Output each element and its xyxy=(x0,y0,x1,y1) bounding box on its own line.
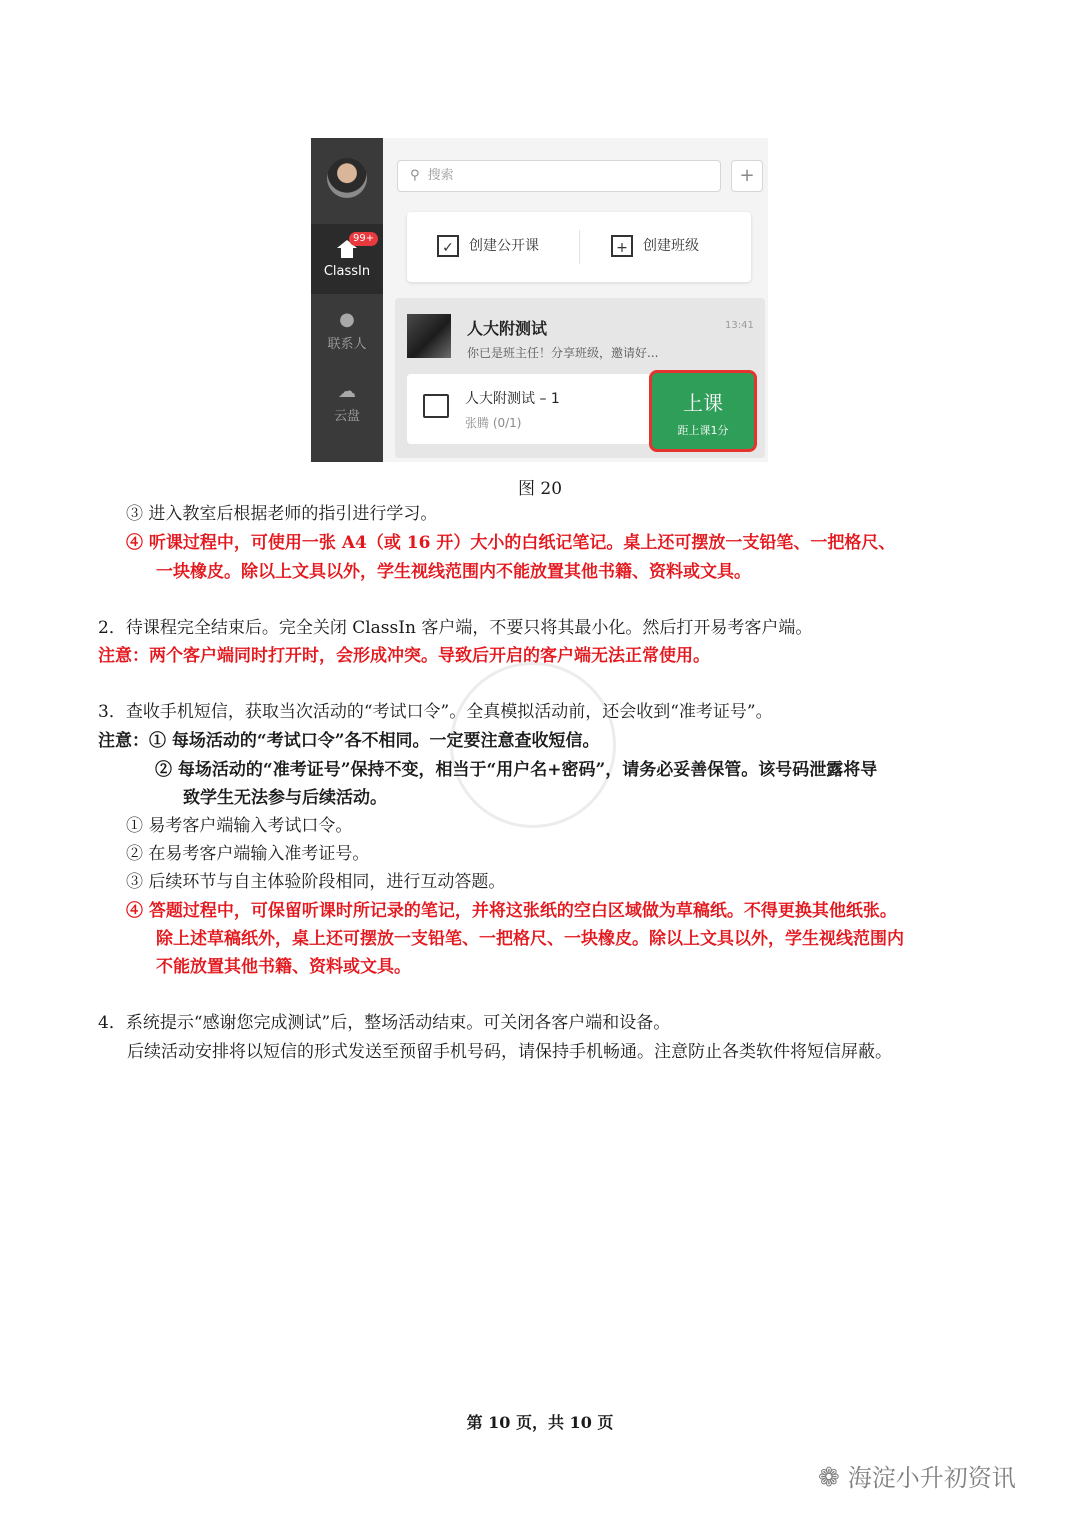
checkbox-icon: ✓ xyxy=(437,235,459,257)
paragraph-3-note-1: 注意：① 每场活动的“考试口令”各不相同。一定要注意查收短信。 xyxy=(98,731,600,751)
wechat-account-name: 海淀小升初资讯 xyxy=(847,1464,1016,1492)
wechat-account-label xyxy=(818,1458,1016,1493)
paragraph-2-note: 注意：两个客户端同时打开时，会形成冲突。导致后开启的客户端无法正常使用。 xyxy=(98,646,710,666)
paragraph-3: 3．查收手机短信，获取当次活动的“考试口令”。全真模拟活动前，还会收到“准考证号”。 xyxy=(98,702,773,722)
lesson-title: 人大附测试 – 1 xyxy=(465,391,560,407)
group-time: 13:41 xyxy=(725,320,754,331)
plus-box-icon: + xyxy=(611,235,633,257)
create-open-class-label: 创建公开课 xyxy=(469,238,539,254)
create-class-label: 创建班级 xyxy=(643,238,699,254)
teacher-board-icon xyxy=(423,394,449,418)
sub-step-2: ② 在易考客户端输入准考证号。 xyxy=(126,844,370,864)
classin-screenshot xyxy=(311,138,768,462)
lesson-teacher: 张腾 (0/1) xyxy=(465,416,522,430)
paragraph-4-line-2: 后续活动安排将以短信的形式发送至预留手机号码，请保持手机畅通。注意防止各类软件将短信屏蔽。 xyxy=(127,1042,892,1062)
step-4-line-1: ④ 听课过程中，可使用一张 A4（或 16 开）大小的白纸记笔记。桌上还可摆放一支铅笔、一把格尺、 xyxy=(126,533,896,553)
cloud-icon: ☁ xyxy=(338,381,356,402)
sub-step-1: ① 易考客户端输入考试口令。 xyxy=(126,816,353,836)
sidebar-item-label: 云盘 xyxy=(333,409,360,424)
group-message: 你已是班主任！分享班级，邀请好... xyxy=(467,346,659,360)
sidebar-item-cloud[interactable] xyxy=(311,382,383,424)
sidebar-item-label: 联系人 xyxy=(327,337,367,352)
group-thumbnail xyxy=(407,314,451,358)
sub-step-4-line-2: 除上述草稿纸外，桌上还可摆放一支铅笔、一把格尺、一块橡皮。除以上文具以外，学生视线范围内 xyxy=(156,929,904,949)
create-open-class-button[interactable] xyxy=(437,234,539,258)
start-class-button[interactable] xyxy=(649,370,757,452)
search-icon: ⚲ xyxy=(410,168,420,183)
sidebar-item-contacts[interactable] xyxy=(311,310,383,352)
person-icon: ● xyxy=(339,309,355,330)
divider xyxy=(579,230,580,264)
wechat-icon: ❁ xyxy=(818,1463,840,1493)
paragraph-3-note-2-line-1: ② 每场活动的“准考证号”保持不变，相当于“用户名+密码”，请务必妥善保管。该号码泄露将导 xyxy=(155,760,878,780)
step-4-line-2: 一块橡皮。除以上文具以外，学生视线范围内不能放置其他书籍、资料或文具。 xyxy=(156,562,751,582)
page-number: 第 10 页，共 10 页 xyxy=(466,1413,614,1432)
paragraph-3-note-2-line-2: 致学生无法参与后续活动。 xyxy=(183,788,387,808)
paragraph-2: 2．待课程完全结束后。完全关闭 ClassIn 客户端，不要只将其最小化。然后打开易考客户端。 xyxy=(98,618,813,638)
sub-step-4-line-1: ④ 答题过程中，可保留听课时所记录的笔记，并将这张纸的空白区域做为草稿纸。不得更换其他纸张。 xyxy=(126,901,897,921)
group-title: 人大附测试 xyxy=(467,319,548,338)
avatar[interactable] xyxy=(327,158,367,198)
sidebar-item-label: ClassIn xyxy=(323,264,371,279)
sub-step-4-line-3: 不能放置其他书籍、资料或文具。 xyxy=(156,957,411,977)
home-icon xyxy=(338,246,356,262)
paragraph-4: 4．系统提示“感谢您完成测试”后，整场活动结束。可关闭各客户端和设备。 xyxy=(98,1013,671,1033)
countdown-label: 距上课1分 xyxy=(677,424,729,437)
notification-badge: 99+ xyxy=(349,232,378,246)
figure-caption: 图 20 xyxy=(517,479,563,499)
sidebar xyxy=(311,138,383,462)
start-class-label: 上课 xyxy=(683,391,723,415)
search-placeholder: 搜索 xyxy=(427,168,454,183)
add-button[interactable]: + xyxy=(731,160,763,192)
actions-panel xyxy=(407,212,751,282)
sub-step-3: ③ 后续环节与自主体验阶段相同，进行互动答题。 xyxy=(126,872,506,892)
create-class-button[interactable] xyxy=(611,234,699,258)
search-input[interactable] xyxy=(397,160,721,192)
sidebar-item-classin[interactable] xyxy=(311,224,383,294)
step-3: ③ 进入教室后根据老师的指引进行学习。 xyxy=(126,504,438,524)
